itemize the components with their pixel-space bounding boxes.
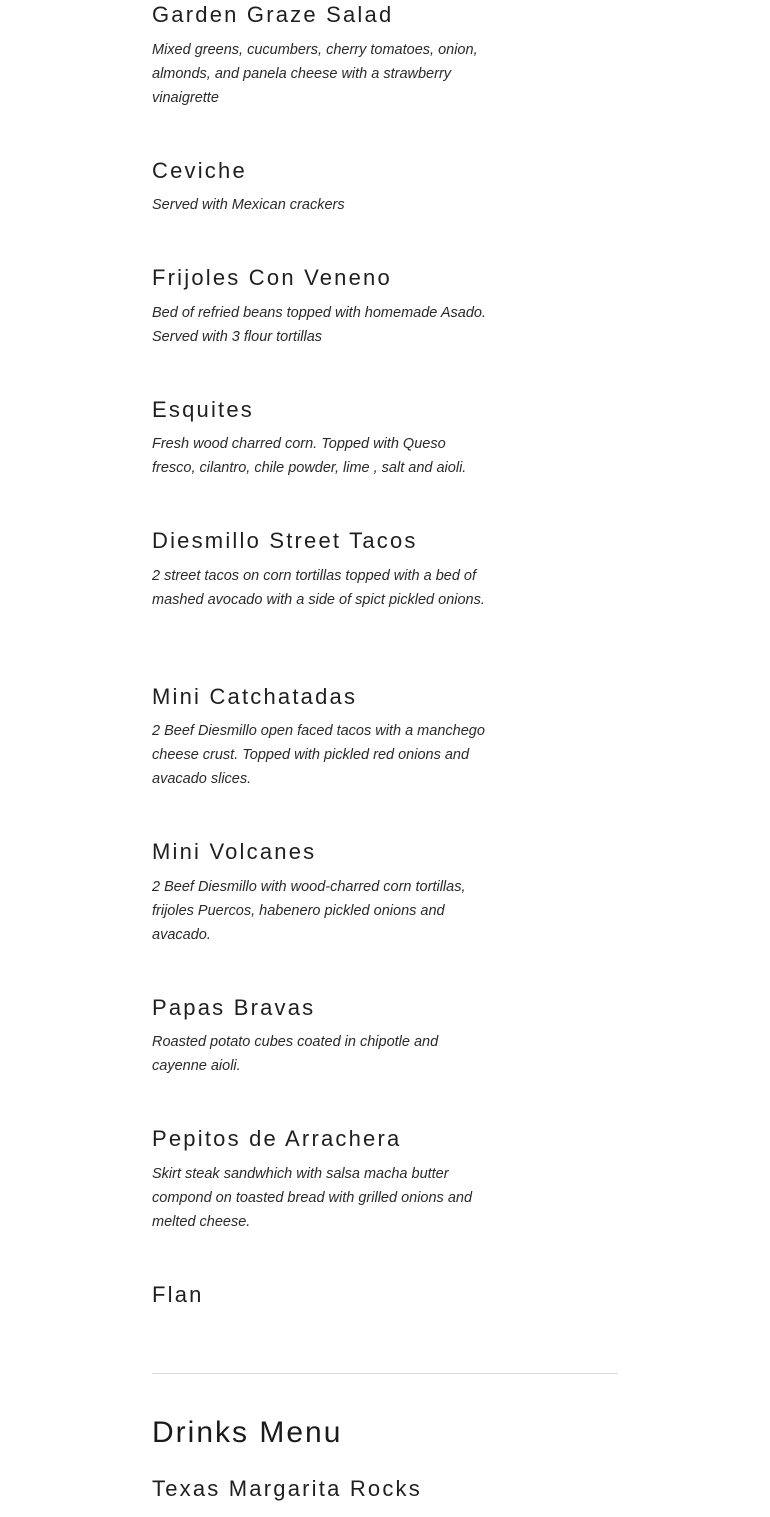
menu-item-title: Mini Catchatadas: [152, 684, 358, 709]
menu-item-flan: [152, 1280, 492, 1310]
menu-item-description: Roasted potato cubes coated in chipotle and cayenne aioli.: [152, 1034, 439, 1074]
menu-item-description: Fresh wood charred corn. Topped with Queso fresco, cilantro, chile powder, lime , salt and aioli.: [152, 436, 467, 476]
menu-item-ceviche: [152, 156, 492, 213]
menu-item-title: Garden Graze Salad: [152, 2, 394, 27]
menu-item-title: Papas Bravas: [152, 995, 316, 1020]
menu-item-esquites: [152, 395, 492, 476]
menu-item-frijoles-con-veneno: [152, 263, 492, 345]
menu-item-title: Diesmillo Street Tacos: [152, 528, 418, 553]
menu-item-description: Served with Mexican crackers: [152, 197, 345, 213]
drinks-menu-heading: Drinks Menu: [152, 1416, 343, 1449]
menu-item-pepitos-de-arrachera: [152, 1124, 492, 1230]
menu-item-mini-catchatadas: [152, 682, 492, 787]
section-divider: [152, 1373, 618, 1374]
menu-item-description: 2 Beef Diesmillo open faced tacos with a manchego cheese crust. Topped with pickled red onions and avacado slices.: [152, 723, 485, 787]
menu-item-title: Flan: [152, 1282, 204, 1307]
menu-item-title: Ceviche: [152, 158, 247, 183]
menu-item-description: 2 street tacos on corn tortillas topped with a bed of mashed avocado with a side of spict pickled onions.: [152, 568, 485, 608]
menu-item-description: Bed of refried beans topped with homemade Asado. Served with 3 flour tortillas: [152, 305, 486, 345]
menu-item-description: Skirt steak sandwhich with salsa macha butter compond on toasted bread with grilled onions and melted cheese.: [152, 1166, 473, 1230]
menu-item-title: Pepitos de Arrachera: [152, 1126, 402, 1151]
menu-item-description: Mixed greens, cucumbers, cherry tomatoes, onion, almonds, and panela cheese with a strawberry vinaigrette: [152, 42, 478, 106]
menu-item-title: Texas Margarita Rocks: [152, 1476, 422, 1501]
menu-item-garden-graze-salad: [152, 0, 492, 106]
menu-item-diesmillo-street-tacos: [152, 526, 492, 608]
menu-item-mini-volcanes: [152, 837, 492, 943]
menu-item-papas-bravas: [152, 993, 492, 1074]
menu-item-title: Mini Volcanes: [152, 839, 317, 864]
menu-item-description: 2 Beef Diesmillo with wood-charred corn tortillas, frijoles Puercos, habenero pickled onions and avacado.: [152, 879, 466, 943]
menu-item-title: Esquites: [152, 397, 254, 422]
menu-item-texas-margarita-rocks: [152, 1474, 492, 1504]
menu-item-title: Frijoles Con Veneno: [152, 265, 392, 290]
